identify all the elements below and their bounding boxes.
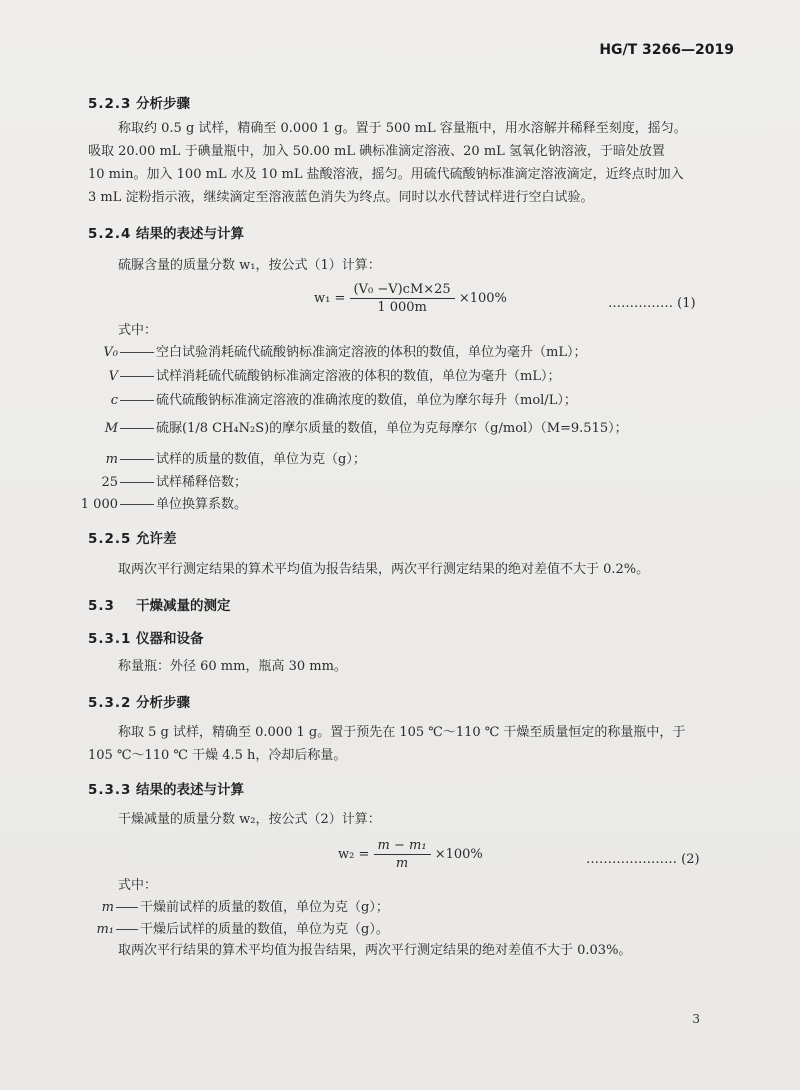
- paragraph-line: 称取约 0.5 g 试样，精确至 0.000 1 g。置于 500 mL 容量瓶中，用水溶解并稀释至刻度，摇匀。: [118, 121, 687, 136]
- definition-symbol: m: [105, 452, 118, 467]
- formula-numerator: (V₀ −V)cM×25: [350, 282, 455, 299]
- definition-text: 硫代硫酸钠标准滴定溶液的准确浓度的数值，单位为摩尔每升（mol/L）；: [156, 393, 577, 408]
- paragraph-line: 105 ℃～110 ℃ 干燥 4.5 h，冷却后称量。: [88, 748, 347, 763]
- section-number: 5.3: [88, 598, 115, 614]
- definition-symbol: c: [110, 393, 118, 408]
- section-title: 干燥减量的测定: [136, 598, 231, 614]
- formula-tail: ×100%: [434, 847, 483, 862]
- section-heading-5-3-2: [88, 691, 190, 711]
- section-number: 5.2.4: [88, 226, 132, 242]
- paragraph-line: 取两次平行测定结果的算术平均值为报告结果，两次平行测定结果的绝对差值不大于 0.2%。: [118, 562, 650, 577]
- section-title: 仪器和设备: [136, 631, 204, 647]
- definition-dash: [116, 929, 138, 930]
- paragraph-line: 10 min。加入 100 mL 水及 10 mL 盐酸溶液，摇匀。用硫代硫酸钠标准滴定溶液滴定，近终点时加入: [88, 167, 684, 182]
- section-number: 5.2.5: [88, 531, 132, 547]
- paragraph-line: 称取 5 g 试样，精确至 0.000 1 g。置于预先在 105 ℃～110 ℃ 干燥至质量恒定的称量瓶中，于: [118, 725, 686, 740]
- definition-row: [88, 473, 247, 493]
- definition-row: [88, 391, 577, 411]
- section-title: 分析步骤: [136, 96, 190, 112]
- formula-numerator: m − m₁: [374, 838, 431, 855]
- definition-dash: [120, 504, 154, 505]
- paragraph-line: 3 mL 淀粉指示液，继续滴定至溶液蓝色消失为终点。同时以水代替试样进行空白试验。: [88, 190, 594, 205]
- definition-symbol: 1 000: [80, 497, 118, 512]
- formula-2: [338, 838, 483, 871]
- section-title: 允许差: [136, 531, 177, 547]
- formula-lhs: w₂ =: [338, 847, 370, 862]
- definition-symbol: m: [101, 900, 114, 915]
- definition-dash: [120, 352, 154, 353]
- formula-intro: 干燥减量的质量分数 w₂，按公式（2）计算：: [118, 812, 381, 827]
- section-heading-5-2-4: [88, 222, 244, 242]
- definition-text: 试样消耗硫代硫酸钠标准滴定溶液的体积的数值，单位为毫升（mL）；: [156, 369, 561, 384]
- definition-dash: [120, 400, 154, 401]
- where-label: 式中：: [118, 878, 158, 893]
- section-title: 结果的表述与计算: [136, 226, 244, 242]
- definition-dash: [120, 482, 154, 483]
- definition-symbol: 25: [101, 475, 118, 490]
- definition-symbol: M: [104, 421, 118, 436]
- formula-fraction: [350, 282, 455, 315]
- section-heading-5-3-3: [88, 778, 244, 798]
- standard-number: HG/T 3266—2019: [599, 42, 734, 58]
- section-heading-5-2-5: [88, 527, 177, 547]
- formula-fraction: [374, 838, 431, 871]
- paragraph-line: 吸取 20.00 mL 于碘量瓶中，加入 50.00 mL 碘标准滴定溶液、20 mL 氢氧化钠溶液，于暗处放置: [88, 144, 665, 159]
- section-heading-5-3: [88, 594, 231, 614]
- definition-row: [88, 920, 389, 940]
- definition-row: [88, 450, 366, 470]
- definition-text: 单位换算系数。: [156, 497, 248, 512]
- paragraph-line: 称量瓶：外径 60 mm，瓶高 30 mm。: [118, 659, 347, 674]
- definition-row: [88, 367, 560, 387]
- section-title: 分析步骤: [136, 695, 190, 711]
- definition-text: 试样稀释倍数；: [156, 475, 248, 490]
- definition-symbol: V: [108, 369, 118, 384]
- definition-text: 干燥后试样的质量的数值，单位为克（g）。: [140, 922, 389, 937]
- where-label: 式中：: [118, 323, 158, 338]
- definition-text: 干燥前试样的质量的数值，单位为克（g）；: [140, 900, 389, 915]
- definition-text: 试样的质量的数值，单位为克（g）；: [156, 452, 366, 467]
- formula-intro: 硫脲含量的质量分数 w₁，按公式（1）计算：: [118, 258, 381, 273]
- section-number: 5.3.1: [88, 631, 132, 647]
- section-heading-5-3-1: [88, 627, 204, 647]
- formula-denominator: 1 000m: [377, 300, 427, 315]
- definition-row: [88, 898, 389, 918]
- definition-text: 空白试验消耗硫代硫酸钠标准滴定溶液的体积的数值，单位为毫升（mL）；: [156, 345, 587, 360]
- formula-label: ………………… (2): [586, 852, 700, 867]
- paragraph-line: 取两次平行结果的算术平均值为报告结果，两次平行测定结果的绝对差值不大于 0.03%。: [118, 943, 632, 958]
- definition-row: [72, 495, 247, 515]
- definition-symbol: m₁: [96, 922, 114, 937]
- formula-tail: ×100%: [458, 291, 507, 306]
- definition-dash: [120, 428, 154, 429]
- page-number: 3: [692, 1012, 700, 1026]
- formula-1: [314, 282, 507, 315]
- section-number: 5.3.2: [88, 695, 132, 711]
- formula-denominator: m: [395, 856, 409, 871]
- formula-lhs: w₁ =: [314, 291, 346, 306]
- definition-text: 硫脲(1/8 CH₄N₂S)的摩尔质量的数值，单位为克每摩尔（g/mol）（M=9.515）；: [156, 421, 628, 436]
- section-heading-5-2-3: [88, 92, 190, 112]
- formula-label: …………… (1): [608, 296, 696, 311]
- definition-dash: [120, 376, 154, 377]
- section-title: 结果的表述与计算: [136, 782, 244, 798]
- definition-row: [88, 343, 586, 363]
- section-number: 5.3.3: [88, 782, 132, 798]
- definition-symbol: V₀: [103, 345, 118, 360]
- definition-row: [88, 419, 628, 439]
- definition-dash: [116, 907, 138, 908]
- section-number: 5.2.3: [88, 96, 132, 112]
- definition-dash: [120, 459, 154, 460]
